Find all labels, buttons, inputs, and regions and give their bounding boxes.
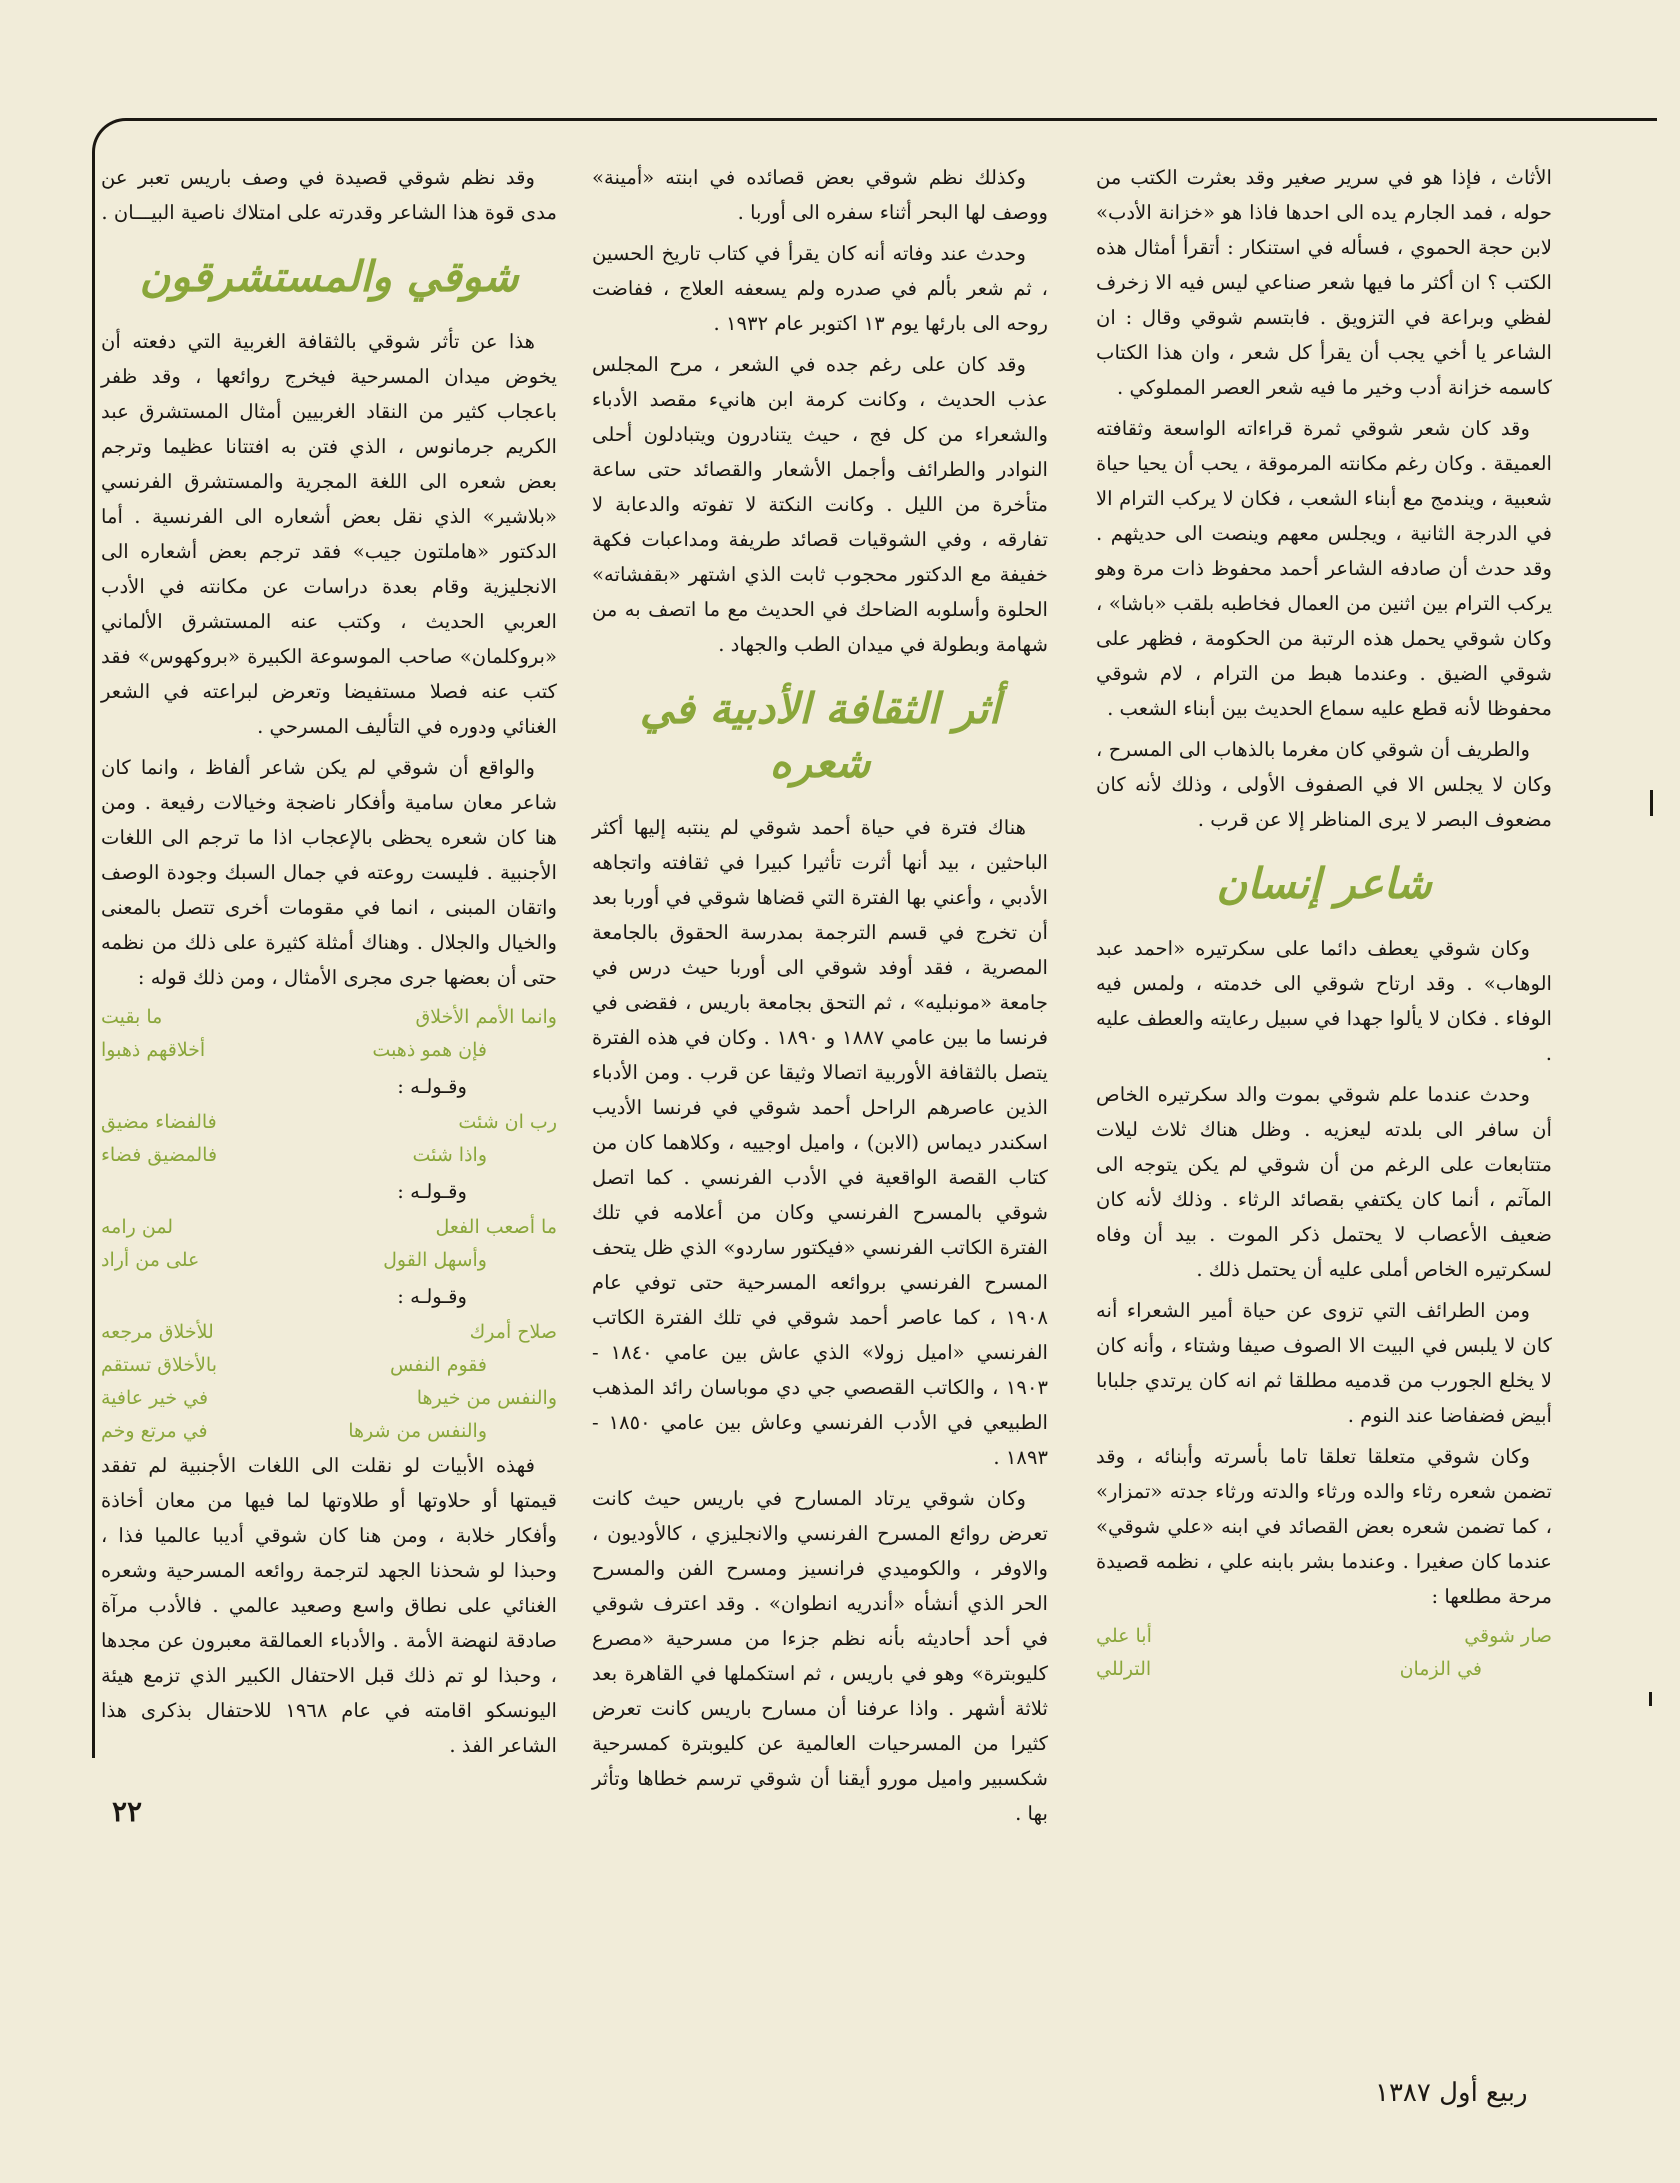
margin-mark (1650, 790, 1653, 816)
paragraph: وكان شوقي يعطف دائما على سكرتيره «احمد عبد الوهاب» . وقد ارتاح شوقي الى خدمته ، ولمس فيه الوفاء . فكان لا يألوا جهدا في سبيل رعايته والعطف عليه . (1096, 937, 1552, 1065)
paragraph: وكان شوقي متعلقا تعلقا تاما بأسرته وأبنائه ، وقد تضمن شعره رثاء والده ورثاء والدته ورثاء جدته «تمزار» ، كما تضمن شعره بعض القصائد في ابنه «علي شوقي» عندما كان صغيرا . وعندما بشر بابنه علي ، نظمه قصيدة مرحة مطلعها : (1096, 1445, 1552, 1608)
paragraph: هناك فترة في حياة أحمد شوقي لم ينتبه إليها أكثر الباحثين ، بيد أنها أثرت تأثيرا كبيرا في ثقافته واتجاهه الأدبي ، وأعني بها الفترة التي قضاها شوقي في أوربا بعد أن تخرج في قسم الترجمة بمدرسة الحقوق بالجامعة المصرية ، فقد أوفد شوقي الى أوربا حيث درس في جامعة «مونبليه» ، ثم التحق بجامعة باريس ، فقضى في فرنسا ما بين عامي ١٨٨٧ و ١٨٩٠ . وكان في هذه الفترة يتصل بالثقافة الأوربية اتصالا وثيقا عن قرب . ومن الأدباء الذين عاصرهم الراحل أحمد شوقي في فرنسا الأديب اسكندر ديماس (الابن) ، واميل اوجييه ، وكلاهما كان من كتاب القصة الواقعية في الأدب الفرنسي . كما اتصل شوقي بالمسرح الفرنسي وكان من أعلامه في تلك الفترة الكاتب الفرنسي «فيكتور ساردو» الذي ظل يتحف المسرح الفرنسي بروائعه المسرحية حتى توفي عام ١٩٠٨ ، كما عاصر أحمد شوقي في تلك الفترة الكاتب الفرنسي «اميل زولا» الذي عاش بين عامي ١٨٤٠ - ١٩٠٣ ، والكاتب القصصي جي دي موباسان رائد المذهب الطبيعي في الأدب الفرنسي وعاش بين عامي ١٨٥٠ - ١٨٩٣ . (592, 816, 1049, 1469)
hemistich: فالفضاء مضيق (101, 1111, 217, 1133)
poem-verse (1096, 1653, 1552, 1686)
hemistich: والنفس من خيرها (416, 1387, 557, 1409)
margin-mark (1649, 1692, 1652, 1706)
hemistich: في مرتع وخم (101, 1420, 208, 1442)
hemistich: واذا شئت (412, 1144, 487, 1166)
paragraph: وقد كان على رغم جده في الشعر ، مرح المجلس عذب الحديث ، وكانت كرمة ابن هانيء مقصد الأدباء والشعراء من كل فج ، حيث يتنادرون ويتبادلون أحلى النوادر والطرائف وأجمل الأشعار والقصائد حتى ساعة متأخرة من الليل . وكانت النكتة لا تفوته والدعابة لا تفارقه ، وفي الشوقيات قصائد طريفة ومداعبات فكهة خفيفة مع الدكتور محجوب ثابت الذي اشتهر «بقفشاته» الحلوة وأسلوبه الضاحك في الحديث مع ما اتصف به من شهامة وبطولة في ميدان الطب والجهاد . (592, 353, 1048, 656)
page-number: ٢٢ (112, 1795, 143, 1828)
poem-label: وقـولـه : (397, 1180, 467, 1203)
issue-date: ربيع أول ١٣٨٧ (1375, 2078, 1528, 2108)
poem-verse (101, 1316, 557, 1349)
poem-verse (101, 1001, 557, 1034)
paragraph: والواقع أن شوقي لم يكن شاعر ألفاظ ، وانما كان شاعر معان سامية وأفكار ناضجة وخيالات رفيعة . ومن هنا كان شعره يحظى بالإعجاب اذا ما ترجم الى اللغات الأجنبية . فليست روعته في جمال السبك وجودة الوصف واتقان المبنى ، انما في مقومات أخرى تتصل بالمعنى والخيال والجلال . وهناك أمثلة كثيرة على ذلك من نظمه حتى أن بعضها جرى مجرى الأمثال ، ومن ذلك قوله : (101, 756, 557, 989)
poem-verse (101, 1349, 557, 1382)
paragraph: وحدث عندما علم شوقي بموت والد سكرتيره الخاص أن سافر الى بلدته ليعزيه . وظل هناك ثلاث ليلات متتابعات على الرغم من أن شوقي لم يكن يتوجه الى المآتم ، أنما كان يكتفي بقصائد الرثاء . وذلك لأنه كان ضعيف الأعصاب لا يحتمل ذكر الموت . بيد أن وفاه لسكرتيره الخاص أملى عليه أن يحتمل ذلك . (1096, 1083, 1552, 1281)
poem-verse (101, 1415, 557, 1448)
hemistich: صار شوقي (1464, 1625, 1552, 1647)
article-column-right (1096, 160, 1552, 1745)
section-heading: شوقي والمستشرقون (139, 252, 519, 301)
poem-block (101, 1001, 557, 1448)
hemistich: أخلاقهم ذهبوا (101, 1039, 206, 1061)
article-column-left (101, 160, 558, 1757)
paragraph: ومن الطرائف التي تزوى عن حياة أمير الشعراء أنه كان لا يلبس في البيت الا الصوف صيفا وشتاء ، وأنه كان لا يخلع الجورب من قدميه مطلقا ثم انه كان يرتدي جلبابا أبيض فضفاضا عند النوم . (1096, 1299, 1552, 1427)
hemistich: صلاح أمرك (469, 1321, 557, 1343)
paragraph: هذا عن تأثر شوقي بالثقافة الغربية التي دفعته أن يخوض ميدان المسرحية فيخرج روائعها ، وقد ظفر باعجاب كثير من النقاد الغربيين أمثال المستشرق عبد الكريم جرمانوس ، الذي فتن به افتتانا عظيما وترجم بعض شعره الى اللغة المجرية والمستشرق الفرنسي «بلاشير» الذي نقل بعض أشعاره الى الفرنسية . أما الدكتور «هاملتون جيب» فقد ترجم بعض أشعاره الى الانجليزية وقام بعدة دراسات عن مكانته في الأدب العربي الحديث ، وكتب عنه المستشرق الألماني «بروكلمان» صاحب الموسوعة الكبيرة «بروكهوس» فقد كتب عنه فصلا مستفيضا وتعرض لبراعته في الشعر الغنائي ودوره في التأليف المسرحي . (101, 330, 557, 738)
poem-verse (101, 1244, 557, 1277)
paragraph: وحدث عند وفاته أنه كان يقرأ في كتاب تاريخ الحسين ، ثم شعر بألم في صدره ولم يسعفه العلاج ، ففاضت روحه الى بارئها يوم ١٣ اكتوبر عام ١٩٣٢ . (592, 242, 1048, 335)
hemistich: على من أراد (101, 1249, 200, 1271)
section-heading: شاعر إنسان (1216, 859, 1432, 908)
paragraph: وقد نظم شوقي قصيدة في وصف باريس تعبر عن مدى قوة هذا الشاعر وقدرته على امتلاك ناصية البيـــان . (101, 166, 557, 224)
hemistich: ما بقيت (101, 1006, 163, 1028)
hemistich: وانما الأمم الأخلاق (415, 1006, 557, 1028)
poem-verse (101, 1034, 557, 1067)
hemistich: فإن همو ذهبت (372, 1039, 487, 1061)
hemistich: أبا علي (1096, 1625, 1152, 1647)
hemistich: في خير عافية (101, 1387, 209, 1409)
paragraph: الأثاث ، فإذا هو في سرير صغير وقد بعثرت الكتب من حوله ، فمد الجارم يده الى احدها فاذا هو «خزانة الأدب» لابن حجة الحموي ، فسأله في استنكار : أتقرأ أمثال هذه الكتب ؟ ان أكثر ما فيها شعر صناعي ليس فيه الا زخرف لفظي وبراعة في التزويق . فابتسم شوقي وقال : ان الشاعر يا أخي يجب أن يقرأ كل شعر ، وان هذا الكتاب كاسمه خزانة أدب وخير ما فيه شعر العصر المملوكي . (1096, 166, 1552, 399)
paragraph: وكذلك نظم شوقي بعض قصائده في ابنته «أمينة» ووصف لها البحر أثناء سفره الى أوربا . (592, 166, 1048, 224)
hemistich: وأسهل القول (383, 1249, 487, 1271)
paragraph: والطريف أن شوقي كان مغرما بالذهاب الى المسرح ، وكان لا يجلس الا في الصفوف الأولى ، وذلك لأنه كان مضعوف البصر لا يرى المناظر إلا عن قرب . (1096, 738, 1552, 831)
poem-verse (101, 1211, 557, 1244)
poem-verse (101, 1139, 557, 1172)
hemistich: للأخلاق مرجعه (101, 1321, 214, 1343)
paragraph: فهذه الأبيات لو نقلت الى اللغات الأجنبية لم تفقد قيمتها أو حلاوتها أو طلاوتها لما فيها من معان أخاذة وأفكار خلابة ، ومن هنا كان شوقي أديبا عالميا فذا ، وحبذا لو شحذنا الجهد لترجمة روائعه المسرحية وشعره الغنائي على نطاق واسع وصعيد عالمي . فالأدب مرآة صادقة لنهضة الأمة . والأدباء العمالقة معبرون عن مجدها ، وحبذا لو تم ذلك قبل الاحتفال الكبير الذي تزمع هيئة اليونسكو اقامته في عام ١٩٦٨ للاحتفال بذكرى هذا الشاعر الفذ . (101, 1454, 558, 1757)
hemistich: فقوم النفس (390, 1354, 487, 1376)
hemistich: رب ان شئت (458, 1111, 557, 1133)
poem-label: وقـولـه : (397, 1285, 467, 1308)
hemistich: الترللي (1096, 1658, 1152, 1680)
poem-verse (1096, 1620, 1552, 1653)
poem-verse (101, 1106, 557, 1139)
hemistich: لمن رامه (101, 1216, 174, 1238)
paragraph: وقد كان شعر شوقي ثمرة قراءاته الواسعة وثقافته العميقة . وكان رغم مكانته المرموقة ، يحب أن يحيا حياة شعبية ، ويندمج مع أبناء الشعب ، فكان لا يركب الترام الا في الدرجة الثانية ، ويجلس معهم وينصت الى حديثهم . وقد حدث أن صادفه الشاعر أحمد محفوظ ذات مرة وهو يركب الترام بين اثنين من العمال فخاطبه بلقب «باشا» ، وكان شوقي يحمل هذه الرتبة من الحكومة ، فظهر على شوقي الضيق . وعندما هبط من الترام ، لام شوقي محفوظا لأنه قطع عليه سماع الحديث بين أبناء الشعب . (1096, 417, 1552, 720)
paragraph: وكان شوقي يرتاد المسارح في باريس حيث كانت تعرض روائع المسرح الفرنسي والانجليزي ، كالأوديون ، والاوفر ، والكوميدي فرانسيز ومسرح الفن والمسرح الحر الذي أنشأه «أندريه انطوان» . وقد اعترف شوقي في أحد أحاديثه بأنه نظم جزءا من مسرحية «مصرع كليوبترة» وهو في باريس ، ثم استكملها في القاهرة بعد ثلاثة أشهر . واذا عرفنا أن مسارح باريس كانت تعرض كثيرا من المسرحيات العالمية عن كليوبترة كمسرحية شكسبير واميل مورو أيقنا أن شوقي ترسم خطاها وتأثر بها . (592, 1487, 1048, 1825)
section-heading: أثر الثقافة الأدبية في شعره (639, 684, 1001, 787)
hemistich: بالأخلاق تستقم (101, 1354, 218, 1376)
hemistich: ما أصعب الفعل (435, 1216, 557, 1238)
article-column-middle (592, 160, 1049, 1825)
poem-label: وقـولـه : (397, 1075, 467, 1098)
hemistich: في الزمان (1399, 1658, 1482, 1680)
hemistich: والنفس من شرها (348, 1420, 487, 1442)
poem-verse (101, 1382, 557, 1415)
hemistich: فالمضيق فضاء (101, 1144, 218, 1166)
